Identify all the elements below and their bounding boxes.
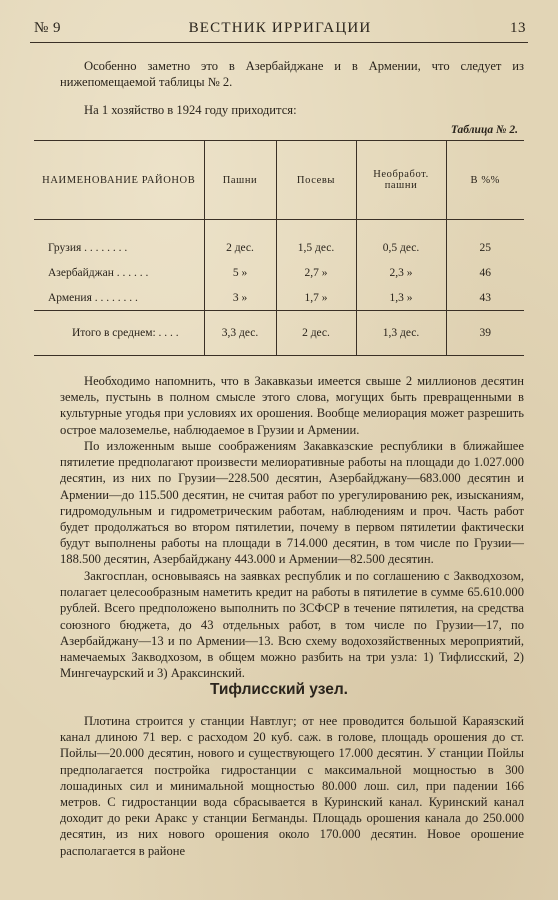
table-caption: Таблица № 2. — [450, 124, 518, 136]
issue-number: № 9 — [34, 20, 62, 36]
table-row — [34, 260, 524, 285]
table-row — [34, 285, 524, 311]
sown-value: 1,7 » — [276, 285, 356, 311]
paragraph-land-reserve: Необходимо напомнить, что в Закавказьи имеется свыше 2 миллионов десятин земель, пустынь в полном смысле этого слова, могущих быть превращенными в культурные угодья при условиях их орошения. Вообще мелиорация может разрешить острое малоземелье, наблюдаемое в Грузии и Армении. — [60, 374, 524, 437]
total-sown: 2 дес. — [276, 311, 356, 356]
page-number: 13 — [510, 20, 526, 36]
region-name: Армения . . . . . . . . — [48, 291, 138, 304]
total-label: Итого в среднем: . . . . — [34, 311, 204, 356]
column-header-sown: Посевы — [276, 141, 356, 220]
table-row — [34, 235, 524, 260]
arable-value: 3 » — [204, 285, 276, 311]
table-total-row — [34, 311, 524, 356]
column-header-arable: Пашни — [204, 141, 276, 220]
data-table — [34, 140, 524, 356]
column-header-fallow: Необработ. пашни — [356, 141, 446, 220]
table-header-row — [34, 141, 524, 220]
table-spacer — [34, 220, 524, 236]
fallow-value: 1,3 » — [356, 285, 446, 311]
region-name: Азербайджан . . . . . . — [48, 266, 149, 279]
column-header-region: НАИМЕНОВАНИЕ РАЙОНОВ — [34, 141, 204, 220]
fallow-value: 0,5 дес. — [356, 235, 446, 260]
table-lead-in: На 1 хозяйство в 1924 году приходится: — [84, 103, 297, 117]
paragraph-credit: Закгосплан, основываясь на заявках республик и по соглашению с Закводхозом, полагает целесообразным наметить кредит на работы в пятилетие в сумме 65.610.000 рублей. Всего предположено выполнить по ЗСФСР в течение пятилетия, на средства союзного бюджета, до 43 отдельных работ, в том числе по Грузии—17, по Азербайджану—13 и по Армении—13. Всю схему водохозяйственных мероприятий, намечаемых Закводхозом, в общем можно разбить на три узла: 1) Тифлисский, 2) Мингечаурский и 3) Араксинский. — [60, 569, 524, 681]
journal-title: ВЕСТНИК ИРРИГАЦИИ — [188, 20, 372, 36]
arable-value: 5 » — [204, 260, 276, 285]
region-name: Грузия . . . . . . . . — [48, 241, 128, 254]
percent-value: 25 — [446, 235, 524, 260]
header-rule — [30, 42, 528, 43]
sown-value: 2,7 » — [276, 260, 356, 285]
paragraph-five-year-plan: По изложенным выше соображениям Закавказские республики в ближайшее пятилетие предполагают произвести мелиоративные работы на площади до 1.027.000 десятин, из них по Грузии—228.500 десятин, Азербайджану—683.000 десятин и Армении—до 115.500 десятин, не считая работ по урегулированию рек, изысканиям, гидромодульным и гидрометрическим работам, наблюдениям и проч. Часть работ будет продолжаться во втором пятилетии, почему в первом пятилетии фактически будут выполнены работы на площади в 714.000 десятин, в том числе по Грузии—188.500 десятин, Азербайджану 443.000 и Армении—82.500 десятин. — [60, 439, 524, 567]
total-percent: 39 — [446, 311, 524, 356]
page-header — [34, 20, 526, 40]
section-heading: Тифлисский узел. — [209, 681, 348, 698]
arable-value: 2 дес. — [204, 235, 276, 260]
percent-value: 43 — [446, 285, 524, 311]
fallow-value: 2,3 » — [356, 260, 446, 285]
section-paragraph: Плотина строится у станции Навтлуг; от нее проводится большой Караязский канал длиною 71 вер. с расходом 20 куб. саж. в голове, площадь орошения до ст. Пойлы—20.000 десятин, нового и существующего 17.000 десятин. У станции Пойлы предполагается постройка гидростанции с максимальной мощностью в 300 лошадиных сил и минимальной мощностью 80.000 лош. сил, при падении 166 метров. С гидростанции вода сбрасывается в Куринский канал. Куринский канал доходит до реки Аракс у станции Бегманды. Площадь орошения канала до 250.000 десятин, из них нового орошения около 170.000 десятин. Новое орошение располагается в районе — [60, 714, 524, 858]
intro-paragraph: Особенно заметно это в Азербайджане и в Армении, что следует из нижепомещаемой таблицы № 2. — [60, 59, 524, 90]
percent-value: 46 — [446, 260, 524, 285]
total-fallow: 1,3 дес. — [356, 311, 446, 356]
total-arable: 3,3 дес. — [204, 311, 276, 356]
column-header-percent: В %% — [446, 141, 524, 220]
sown-value: 1,5 дес. — [276, 235, 356, 260]
